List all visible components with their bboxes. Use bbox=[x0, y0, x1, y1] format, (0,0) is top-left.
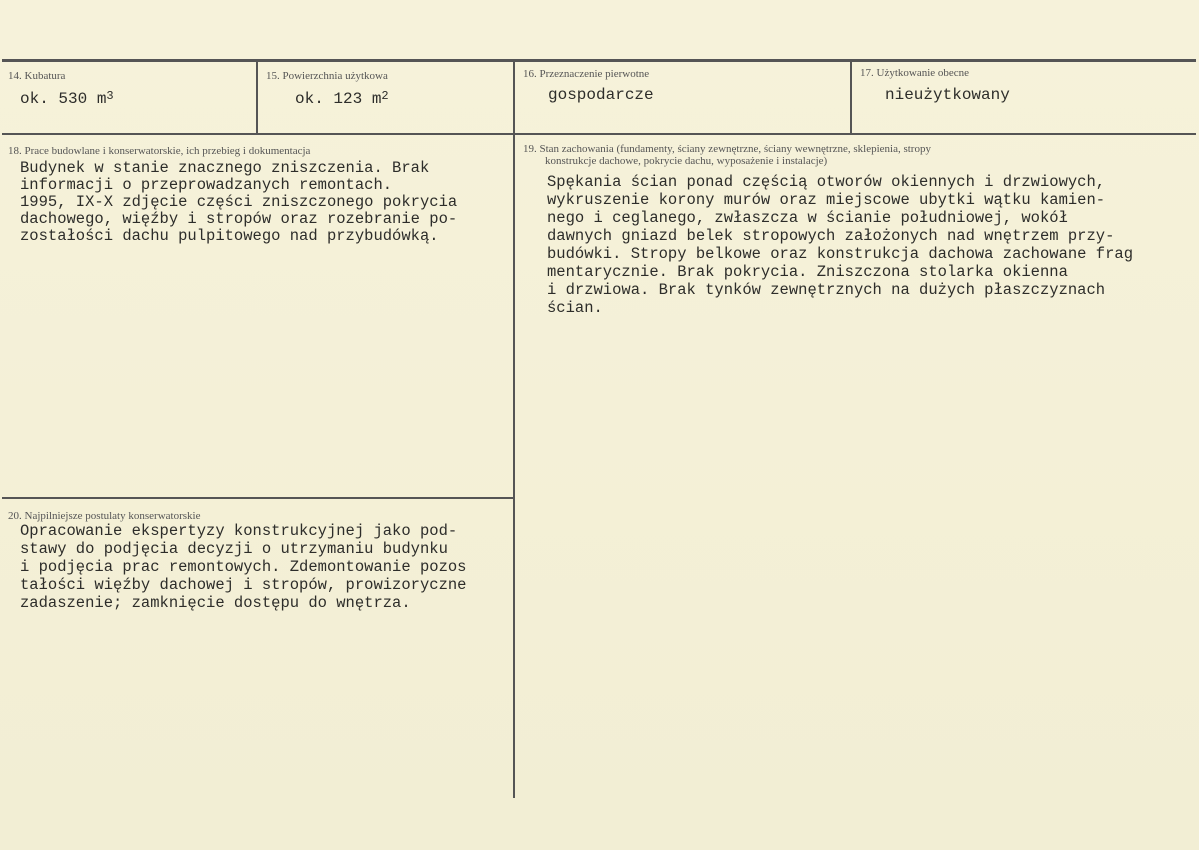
prace-line: informacji o przeprowadzanych remontach. bbox=[20, 176, 393, 194]
stan-line: i drzwiowa. Brak tynków zewnętrznych na dużych płaszczyznach bbox=[547, 281, 1106, 299]
center-divider bbox=[513, 62, 515, 798]
prace-line: Budynek w stanie znacznego zniszczenia. Brak bbox=[20, 159, 430, 177]
left-mid-rule bbox=[2, 497, 514, 499]
kubatura-value bbox=[20, 90, 114, 108]
kubatura-unit-exponent: 3 bbox=[106, 89, 114, 103]
postulaty-line: zadaszenie; zamknięcie dostępu do wnętrza. bbox=[20, 594, 411, 612]
stan-line: Spękania ścian ponad częścią otworów okiennych i drzwiowych, bbox=[547, 173, 1106, 191]
powierzchnia-label: 15. Powierzchnia użytkowa bbox=[266, 70, 388, 82]
prace-label: 18. Prace budowlane i konserwatorskie, ich przebieg i dokumentacja bbox=[8, 145, 311, 157]
powierzchnia-value bbox=[295, 90, 389, 108]
postulaty-line: stawy do podjęcia decyzji o utrzymaniu budynku bbox=[20, 540, 448, 558]
stan-label-line2: konstrukcje dachowe, pokrycie dachu, wyposażenie i instalacje) bbox=[545, 155, 828, 167]
postulaty-label: 20. Najpilniejsze postulaty konserwatorskie bbox=[8, 510, 201, 522]
prace-line: dachowego, więźby i stropów oraz rozebranie po- bbox=[20, 210, 458, 228]
przeznaczenie-label: 16. Przeznaczenie pierwotne bbox=[523, 68, 650, 80]
stan-line: budówki. Stropy belkowe oraz konstrukcja dachowa zachowane frag bbox=[547, 245, 1133, 263]
stan-line: dawnych gniazd belek stropowych założonych nad wnętrzem przy- bbox=[547, 227, 1115, 245]
col3-divider bbox=[850, 62, 852, 134]
prace-line: zostałości dachu pulpitowego nad przybudówką. bbox=[20, 227, 439, 245]
row1-bottom-rule bbox=[2, 133, 1196, 135]
kubatura-number: ok. 530 m bbox=[20, 90, 107, 108]
postulaty-line: Opracowanie ekspertyzy konstrukcyjnej jako pod- bbox=[20, 522, 458, 540]
prace-line: 1995, IX-X zdjęcie części zniszczonego pokrycia bbox=[20, 193, 458, 211]
col1-divider bbox=[256, 62, 258, 134]
uzytkowanie-label: 17. Użytkowanie obecne bbox=[860, 67, 970, 79]
postulaty-line: tałości więźby dachowej i stropów, prowizoryczne bbox=[20, 576, 467, 594]
powierzchnia-number: ok. 123 m bbox=[295, 90, 382, 108]
stan-line: mentarycznie. Brak pokrycia. Zniszczona stolarka okienna bbox=[547, 263, 1068, 281]
stan-line: nego i ceglanego, zwłaszcza w ścianie południowej, wokół bbox=[547, 209, 1068, 227]
powierzchnia-unit-exponent: 2 bbox=[381, 89, 389, 103]
stan-label-line1: 19. Stan zachowania (fundamenty, ściany zewnętrzne, ściany wewnętrzne, sklepienia, stropy bbox=[523, 143, 931, 155]
stan-line: wykruszenie korony murów oraz miejscowe ubytki wątku kamien- bbox=[547, 191, 1106, 209]
przeznaczenie-value: gospodarcze bbox=[548, 86, 654, 104]
uzytkowanie-value: nieużytkowany bbox=[885, 86, 1010, 104]
stan-line: ścian. bbox=[547, 299, 603, 317]
postulaty-line: i podjęcia prac remontowych. Zdemontowanie pozos bbox=[20, 558, 467, 576]
top-rule bbox=[2, 59, 1196, 62]
kubatura-label: 14. Kubatura bbox=[8, 70, 66, 82]
